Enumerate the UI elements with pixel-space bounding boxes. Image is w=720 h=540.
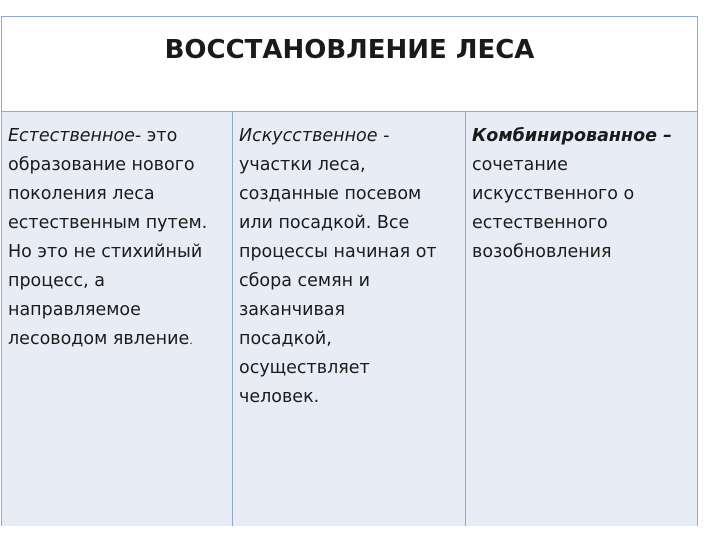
column-natural [2,112,233,526]
column-artificial-line-9: осуществляет [239,358,370,378]
column-natural-line-2: образование нового [8,155,195,175]
column-artificial-line-4: или посадкой. Все [239,213,410,233]
column-combined-line-4: естественного [472,213,608,233]
column-combined-line-3: искусственного о [472,184,635,204]
column-natural-line-6: процесс, а [8,271,106,291]
column-artificial-line-2: участки леса, [239,155,366,175]
column-artificial-line-7: заканчивая [239,300,346,320]
column-natural-line-7: направляемое [8,300,141,320]
column-natural-last-text: лесоводом явление [8,329,190,349]
column-combined-line-5: возобновления [472,242,612,262]
content-table [1,16,698,526]
column-natural-line-4: естественным путем. [8,213,208,233]
column-artificial-line-8: посадкой, [239,329,332,349]
column-artificial [233,112,466,526]
column-natural-line-1 [8,122,232,151]
body-row [2,112,697,526]
column-natural-line-3: поколения леса [8,184,155,204]
column-artificial-line-3: созданные посевом [239,184,422,204]
column-natural-lead: - это [134,126,178,146]
column-combined-line-1 [472,122,697,151]
term-natural: Естественное [8,126,135,146]
term-combined: Комбинированное [472,126,657,146]
column-natural-line-5: Но это не стихийный [8,242,203,262]
column-combined [466,112,697,526]
slide-title: ВОССТАНОВЛЕНИЕ ЛЕСА [164,35,535,65]
title-row [2,17,697,112]
column-natural-end-mark: . [189,334,193,347]
column-natural-line-8 [8,325,232,355]
term-artificial: Искусственное [239,126,378,146]
column-artificial-lead: - [377,126,390,146]
column-artificial-line-1 [239,122,465,151]
column-combined-lead: – [656,126,672,146]
column-artificial-line-5: процессы начиная от [239,242,437,262]
column-combined-line-2: сочетание [472,155,568,175]
column-artificial-line-10: человек. [239,387,320,407]
column-artificial-line-6: сбора семян и [239,271,371,291]
